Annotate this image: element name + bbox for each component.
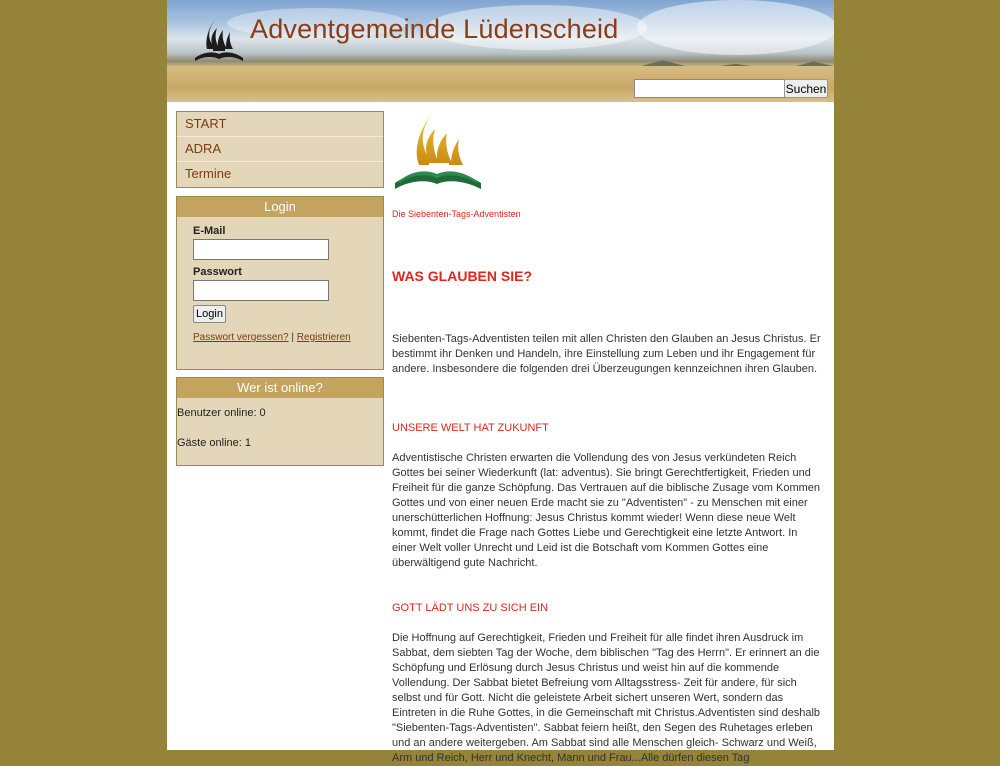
login-box-title: Login xyxy=(177,197,383,217)
online-box xyxy=(176,377,384,466)
section-title: UNSERE WELT HAT ZUKUNFT xyxy=(392,422,549,434)
page xyxy=(167,0,834,764)
header-banner xyxy=(167,0,834,102)
site-title[interactable]: Adventgemeinde Lüdenscheid xyxy=(250,14,619,44)
nav-item-start[interactable]: START xyxy=(177,112,383,137)
forgot-password-link[interactable]: Passwort vergessen? xyxy=(193,332,289,343)
nav-item-termine[interactable]: Termine xyxy=(185,166,232,181)
section-title: GOTT LÄDT UNS ZU SICH EIN xyxy=(392,602,549,614)
register-link[interactable]: Registrieren xyxy=(296,332,351,343)
email-field[interactable] xyxy=(193,239,329,260)
email-label: E-Mail xyxy=(193,225,226,237)
search-input[interactable] xyxy=(634,79,785,98)
login-button[interactable]: Login xyxy=(193,305,226,323)
logo-caption: Die Siebenten-Tags-Adventisten xyxy=(392,209,521,219)
login-links xyxy=(193,332,351,343)
users-online: Benutzer online: 0 xyxy=(177,407,266,419)
sda-logo-icon[interactable] xyxy=(193,14,245,64)
section-paragraph: Adventistische Christen erwarten die Vollendung des von Jesus verkündeten Reich Gottes bei seiner Wiederkunft (lat: adventus). Sie bringt Gerechtfertigkeit, Frieden und Freiheit für die ganze Schöpfung. Das Vertrauen auf die biblische Zusage vom Kommen Gottes und von einer neuen Erde macht sie zu "Adventisten" - zu Menschen mit einer unerschütterlichen Hoffnung: Jesus Christus kommt wieder! Wenn diese neue Welt kommt, findet die Frage nach Gottes Liebe und Gerechtigkeit eine letzte Antwort. In einer Welt voller Unrecht und Leid ist die Botschaft vom Kommen Gottes eine überwältigend gute Nachricht. xyxy=(392,452,821,569)
sda-logo-icon xyxy=(395,111,481,189)
password-field[interactable] xyxy=(193,280,329,301)
section-paragraph: Die Hoffnung auf Gerechtigkeit, Frieden und Freiheit für alle findet ihren Ausdruck im Sabbat, dem siebten Tag der Woche, dem biblischen "Tag des Herrn". Er erinnert an die Schöpfung und Erlösung durch Jesus Christus und weist hin auf die kommende Vollendung. Der Sabbat bietet Befreiung vom Alltagsstress- Zeit für andere, für sich selbst und für Gott. Nicht die geleistete Arbeit sichert unseren Wert, sondern das Eintreten in die Ruhe Gottes, in die Gemeinschaft mit Christus.Adventisten sind deshalb "Siebenten-Tags-Adventisten". Sabbat feiern heißt, den Segen des Ruhetages erleben und an andere weitergeben. Am Sabbat sind alle Menschen gleich- Schwarz und Weiß, Arm und Reich, Herr und Knecht, Mann und Frau...Alle dürfen diesen Tag xyxy=(392,632,821,764)
password-label: Passwort xyxy=(193,266,242,278)
login-box xyxy=(176,196,384,370)
guests-online: Gäste online: 1 xyxy=(177,437,251,449)
intro-paragraph: Siebenten-Tags-Adventisten teilen mit allen Christen den Glauben an Jesus Christus. Er bestimmt ihr Denken und Handeln, ihre Einstellung zum Leben und ihr Engagement für andere. Insbesondere die folgenden drei Überzeugungen kennzeichnen ihren Glauben. xyxy=(392,333,821,375)
online-box-title: Wer ist online? xyxy=(177,378,383,398)
link-separator: | xyxy=(291,332,294,343)
banner-cloud xyxy=(637,0,834,55)
main-nav xyxy=(176,111,384,188)
nav-item-adra[interactable]: ADRA xyxy=(177,137,383,162)
search-button[interactable]: Suchen xyxy=(784,79,828,98)
page-heading: WAS GLAUBEN SIE? xyxy=(392,268,533,284)
